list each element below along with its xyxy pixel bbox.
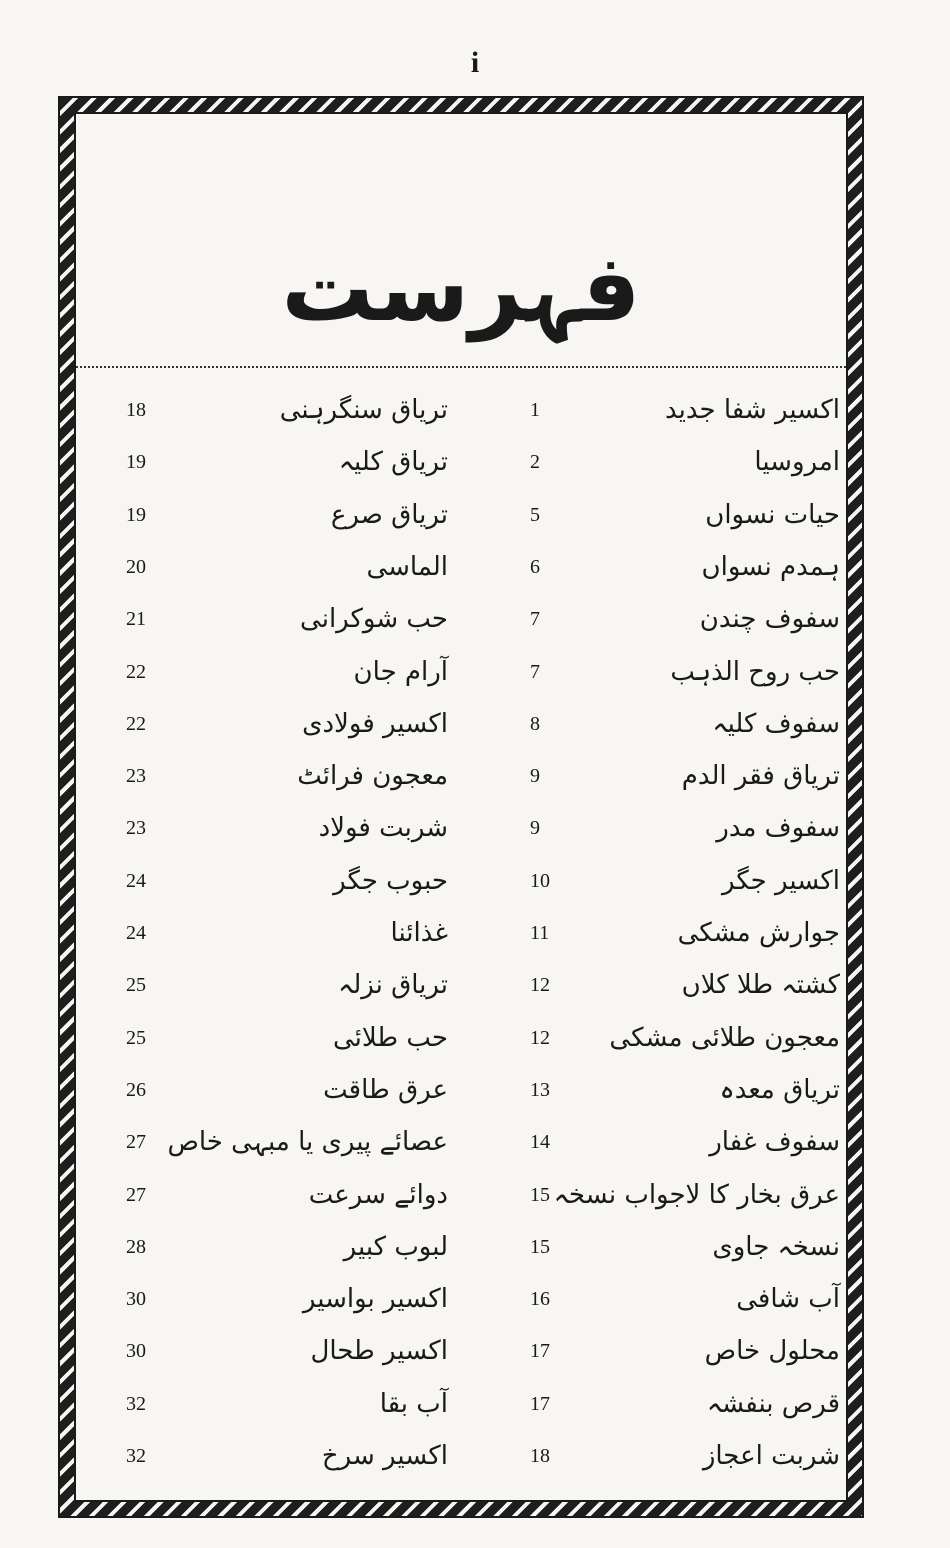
entry-page-number: 20	[126, 555, 146, 578]
entry-page-number: 30	[126, 1340, 146, 1363]
entry-page-number: 18	[530, 1445, 550, 1467]
entry-page-number: 6	[530, 555, 540, 578]
entry-title: سفوف مدر	[716, 813, 840, 844]
entry-title: معجون فرائٹ	[297, 761, 448, 792]
entry-page-number: 14	[530, 1131, 550, 1154]
entry-title: عصائے پیری یا مبہی خاص	[167, 1127, 448, 1158]
entry-page-number: 13	[530, 1078, 550, 1101]
entry-title: تریاق سنگرہنی	[279, 395, 448, 425]
contents-row	[76, 965, 846, 1017]
entry-title: تریاق نزلہ	[338, 970, 448, 1001]
entry-title: امروسیا	[754, 447, 840, 478]
entry-title: آرام جان	[353, 656, 448, 687]
contents-row	[76, 756, 846, 808]
contents-row	[76, 599, 846, 651]
entry-page-number: 30	[126, 1288, 146, 1311]
contents-row	[76, 913, 846, 965]
entry-page-number: 15	[530, 1183, 550, 1206]
entry-title: حب شوکرانی	[300, 604, 448, 635]
entry-page-number: 23	[126, 817, 146, 840]
entry-title: سفوف غفار	[709, 1127, 840, 1158]
entry-title: آب شافی	[736, 1284, 840, 1315]
entry-page-number: 9	[530, 817, 540, 840]
entry-title: سفوف کلیہ	[712, 708, 840, 739]
entry-page-number: 1	[530, 399, 540, 421]
entry-page-number: 19	[126, 451, 146, 474]
entry-page-number: 9	[530, 765, 540, 788]
entry-title: حب روح الذہب	[670, 656, 840, 687]
entry-page-number: 23	[126, 765, 146, 788]
entry-page-number: 2	[530, 451, 540, 474]
entry-title: آب بقا	[379, 1388, 448, 1419]
entry-title: الماسی	[366, 551, 448, 582]
contents-row	[76, 1384, 846, 1436]
entry-title: جوارش مشکی	[677, 918, 840, 948]
contents-row	[76, 1227, 846, 1279]
entry-page-number: 7	[530, 608, 540, 631]
contents-row	[76, 442, 846, 494]
contents-row	[76, 808, 846, 860]
contents-row	[76, 861, 846, 913]
entry-page-number: 11	[530, 922, 550, 944]
entry-title: تریاق فقر الدم	[681, 761, 840, 792]
entry-title: اکسیر طحال	[310, 1336, 448, 1367]
entry-page-number: 19	[126, 503, 146, 526]
entry-title: قرص بنفشہ	[706, 1388, 840, 1419]
entry-title: تریاق کلیہ	[338, 447, 448, 478]
entry-page-number: 27	[126, 1131, 146, 1154]
entry-title: محلول خاص	[704, 1336, 840, 1367]
entry-title: عرق بخار کا لاجواب نسخہ	[553, 1179, 840, 1210]
contents-row	[76, 1122, 846, 1174]
entry-page-number: 24	[126, 922, 146, 944]
entry-title: غذائنا	[390, 918, 448, 948]
contents-row	[76, 495, 846, 547]
contents-row	[76, 1279, 846, 1331]
entry-page-number: 32	[126, 1392, 146, 1415]
entry-page-number: 26	[126, 1078, 146, 1101]
contents-panel	[74, 112, 848, 1502]
decorative-border	[58, 96, 864, 1518]
entry-title: نسخہ جاوی	[712, 1231, 840, 1262]
entry-title: کشتہ طلا کلاں	[681, 970, 840, 1001]
entry-title: حیات نسواں	[705, 499, 840, 530]
entry-title: لبوب کبیر	[343, 1231, 448, 1262]
entry-page-number: 16	[530, 1288, 550, 1311]
contents-row	[76, 652, 846, 704]
entry-page-number: 15	[530, 1235, 550, 1258]
entry-title: اکسیر فولادی	[302, 708, 448, 739]
entry-page-number: 32	[126, 1445, 146, 1467]
entry-title: اکسیر جگر	[721, 865, 840, 896]
entry-page-number: 17	[530, 1392, 550, 1415]
contents-row	[76, 547, 846, 599]
entry-title: اکسیر بواسیر	[302, 1284, 448, 1315]
entry-title: عرق طاقت	[323, 1074, 448, 1105]
entry-title: حب طلائی	[333, 1022, 448, 1053]
contents-row	[76, 390, 846, 442]
entry-page-number: 25	[126, 974, 146, 997]
page-number: i	[470, 46, 480, 79]
entry-page-number: 22	[126, 712, 146, 735]
contents-row	[76, 1331, 846, 1383]
entry-title: معجون طلائی مشکی	[609, 1022, 840, 1053]
contents-row	[76, 1436, 846, 1488]
entry-page-number: 24	[126, 869, 146, 892]
entry-title: تریاق معدہ	[719, 1074, 840, 1105]
entry-page-number: 17	[530, 1340, 550, 1363]
entry-title: اکسیر سرخ	[321, 1441, 448, 1471]
entry-title: حبوب جگر	[333, 865, 448, 896]
entry-page-number: 12	[530, 974, 550, 997]
entry-title: اکسیر شفا جدید	[665, 395, 840, 425]
entry-page-number: 10	[530, 869, 550, 892]
entry-title: ہمدم نسواں	[701, 551, 840, 582]
entry-title: شربت فولاد	[318, 813, 448, 844]
entry-title: دوائے سرعت	[308, 1179, 448, 1210]
dotted-divider	[76, 366, 846, 368]
contents-row	[76, 704, 846, 756]
entry-title: شربت اعجاز	[702, 1441, 840, 1471]
entry-page-number: 7	[530, 660, 540, 683]
contents-title: فہرست	[281, 235, 641, 342]
entry-page-number: 22	[126, 660, 146, 683]
entry-page-number: 21	[126, 608, 146, 631]
contents-row	[76, 1070, 846, 1122]
entry-page-number: 18	[126, 399, 146, 421]
entry-page-number: 28	[126, 1235, 146, 1258]
contents-row	[76, 1175, 846, 1227]
entry-title: تریاق صرع	[330, 499, 448, 530]
entry-page-number: 5	[530, 503, 540, 526]
entry-page-number: 27	[126, 1183, 146, 1206]
entry-page-number: 25	[126, 1026, 146, 1049]
entry-page-number: 12	[530, 1026, 550, 1049]
entry-title: سفوف چندن	[699, 604, 840, 635]
contents-row	[76, 1018, 846, 1070]
entry-page-number: 8	[530, 712, 540, 735]
